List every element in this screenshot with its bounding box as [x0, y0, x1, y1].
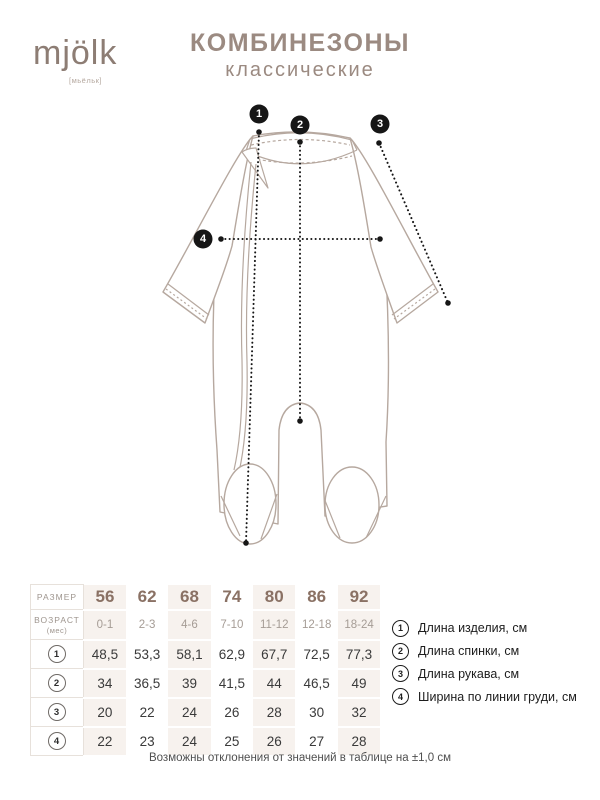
size-cell: 68 [168, 585, 210, 610]
value-cell: 27 [295, 727, 337, 756]
value-cell: 41,5 [211, 669, 253, 698]
marker-badge-1-label: 1 [255, 108, 263, 120]
garment-outline [163, 132, 438, 524]
age-cell: 12-18 [295, 610, 337, 640]
value-cell: 39 [168, 669, 210, 698]
foot-right [325, 467, 379, 543]
legend-item-3 [392, 663, 577, 686]
measure-dot [297, 139, 303, 145]
measure-3-marker-cell [31, 698, 84, 727]
table-row-measure-3 [31, 698, 381, 727]
measurement-legend [392, 617, 577, 708]
marker-badge-3-label: 3 [376, 118, 384, 130]
value-cell: 46,5 [295, 669, 337, 698]
measure-2-marker-cell [31, 669, 84, 698]
circled-marker-2: 2 [48, 674, 66, 692]
measure-dot [377, 236, 383, 242]
value-cell: 28 [253, 698, 295, 727]
value-cell: 23 [126, 727, 168, 756]
legend-item-4 [392, 685, 577, 708]
size-cell: 62 [126, 585, 168, 610]
age-sublabel-text: (мес) [46, 625, 68, 635]
age-label-text: ВОЗРАСТ [34, 614, 80, 625]
title-main: КОМБИНЕЗОНЫ [189, 29, 410, 57]
value-cell: 49 [338, 669, 380, 698]
marker-badge-2-label: 2 [296, 119, 304, 131]
table-row-sizes [31, 585, 381, 610]
value-cell: 25 [211, 727, 253, 756]
table-row-ages [31, 610, 381, 640]
legend-label-1: Длина изделия, см [418, 621, 528, 636]
measure-dot [297, 418, 303, 424]
value-cell: 58,1 [168, 640, 210, 669]
value-cell: 30 [295, 698, 337, 727]
foot-left [224, 464, 276, 544]
value-cell: 48,5 [84, 640, 126, 669]
brand-transcription: [мьёльк] [69, 76, 102, 85]
value-cell: 36,5 [126, 669, 168, 698]
measure-dot [445, 300, 451, 306]
value-cell: 62,9 [211, 640, 253, 669]
table-row-measure-1 [31, 640, 381, 669]
size-row-label: РАЗМЕР [31, 585, 84, 610]
measure-1-marker-cell [31, 640, 84, 669]
legend-label-3: Длина рукава, см [418, 666, 520, 681]
value-cell: 22 [84, 727, 126, 756]
circled-marker-3: 3 [48, 703, 66, 721]
size-cell: 74 [211, 585, 253, 610]
measure-dot [376, 140, 382, 146]
circled-marker-1: 1 [48, 645, 66, 663]
value-cell: 34 [84, 669, 126, 698]
value-cell: 32 [338, 698, 380, 727]
age-cell: 11-12 [253, 610, 295, 640]
value-cell: 53,3 [126, 640, 168, 669]
marker-badge-4-label: 4 [199, 233, 207, 245]
age-cell: 18-24 [338, 610, 380, 640]
age-cell: 4-6 [168, 610, 210, 640]
age-cell: 2-3 [126, 610, 168, 640]
legend-label-2: Длина спинки, см [418, 644, 520, 659]
value-cell: 44 [253, 669, 295, 698]
size-cell: 56 [84, 585, 126, 610]
measure-dot [218, 236, 224, 242]
legend-marker-4: 4 [392, 688, 409, 705]
value-cell: 28 [338, 727, 380, 756]
measure-dot [243, 540, 249, 546]
circled-marker-4: 4 [48, 732, 66, 750]
size-cell: 86 [295, 585, 337, 610]
value-cell: 26 [253, 727, 295, 756]
value-cell: 22 [126, 698, 168, 727]
value-cell: 20 [84, 698, 126, 727]
value-cell: 77,3 [338, 640, 380, 669]
legend-marker-3: 3 [392, 665, 409, 682]
legend-label-4: Ширина по линии груди, см [418, 689, 577, 704]
measure-dot [256, 129, 262, 135]
legend-item-1 [392, 617, 577, 640]
size-cell: 80 [253, 585, 295, 610]
value-cell: 72,5 [295, 640, 337, 669]
value-cell: 26 [211, 698, 253, 727]
value-cell: 67,7 [253, 640, 295, 669]
legend-marker-1: 1 [392, 620, 409, 637]
brand-logo: mjölk [33, 34, 118, 72]
legend-marker-2: 2 [392, 643, 409, 660]
size-cell: 92 [338, 585, 380, 610]
legend-item-2 [392, 640, 577, 663]
table-row-measure-2 [31, 669, 381, 698]
age-row-label [31, 610, 84, 640]
age-cell: 0-1 [84, 610, 126, 640]
size-table [30, 584, 380, 757]
tolerance-footnote: Возможны отклонения от значений в таблице на ±1,0 см [149, 752, 451, 764]
value-cell: 24 [168, 698, 210, 727]
age-cell: 7-10 [211, 610, 253, 640]
value-cell: 24 [168, 727, 210, 756]
title-subtitle: классические [225, 58, 375, 81]
